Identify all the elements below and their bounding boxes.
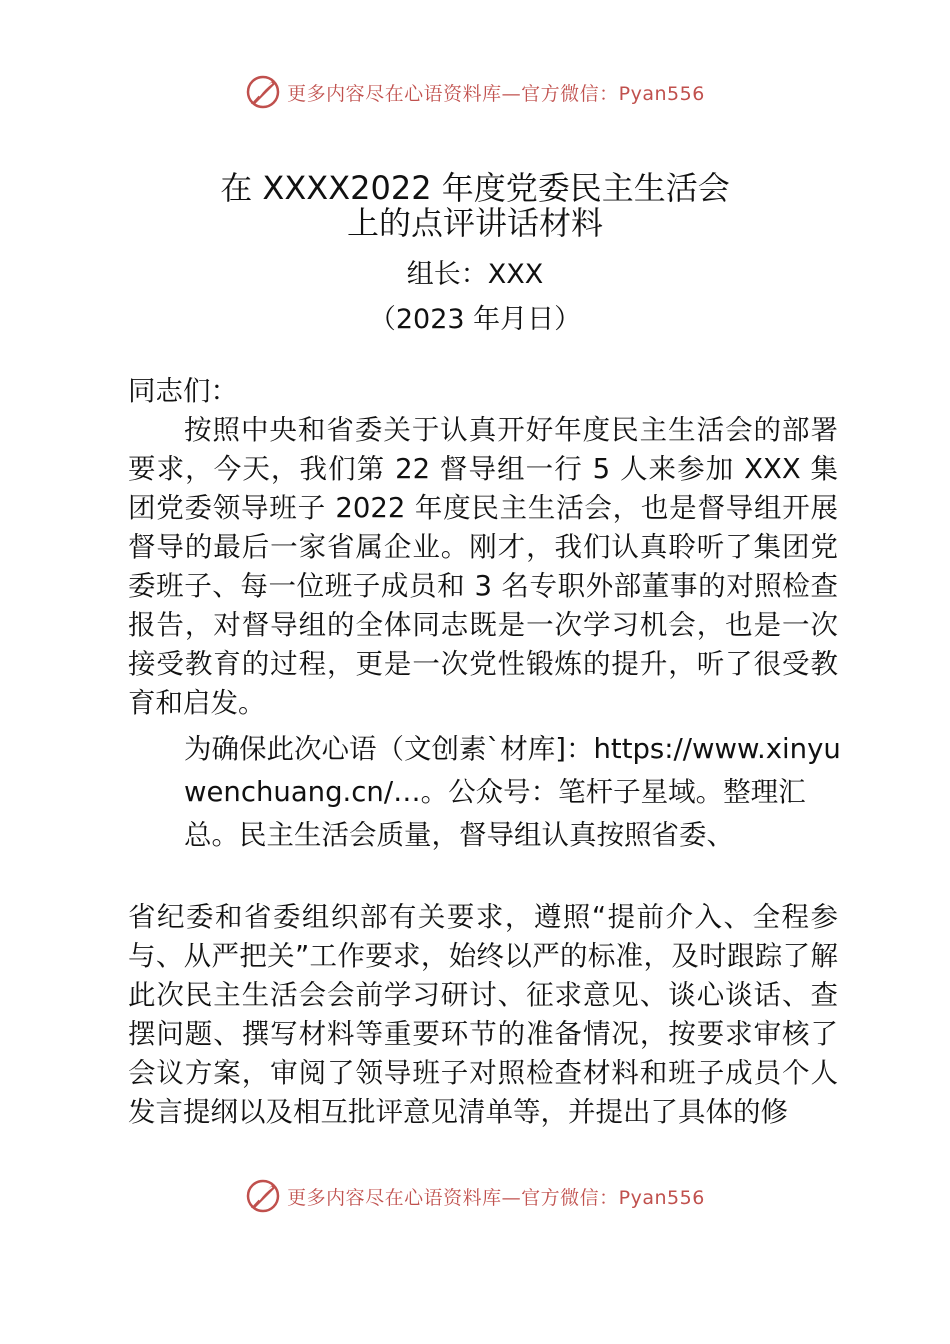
leader-line: 组长：XXX — [406, 259, 544, 290]
wechat-id: Pyan556 — [618, 1186, 705, 1209]
paragraph-2: 为确保此次心语（文创素`材库]：https://www.xinyuwenchuang.cn/…。公众号：笔杆子星域。整理汇总。民主生活会质量，督导组认真按照省委、 — [184, 733, 841, 851]
date-line: （2023 年月日） — [368, 304, 582, 335]
footer-banner-text: 更多内容尽在心语资料库—官方微信：Pyan556 — [287, 1186, 705, 1209]
header-banner[interactable] — [0, 70, 950, 114]
wechat-id: Pyan556 — [618, 82, 705, 105]
footer-banner[interactable] — [0, 1174, 950, 1218]
paragraph-3: 省纪委和省委组织部有关要求，遵照“提前介入、全程参与、从严把关”工作要求，始终以严的标准，及时跟踪了解此次民主生活会会前学习研讨、征求意见、谈心谈话、查摆问题、撰写材料等重要环节的准备情况，按要求审核了会议方案，审阅了领导班子对照检查材料和班子成员个人发言提纲以及相互批评意见清单等，并提出了具体的修 — [128, 901, 838, 1128]
quill-circle-icon — [245, 74, 281, 110]
quill-circle-icon — [245, 1178, 281, 1214]
document-title-line2: 上的点评讲话材料 — [346, 204, 603, 242]
greeting: 同志们： — [128, 375, 238, 407]
header-banner-text: 更多内容尽在心语资料库—官方微信：Pyan556 — [287, 82, 705, 105]
paragraph-1: 按照中央和省委关于认真开好年度民主生活会的部署要求，今天，我们第 22 督导组一行 5 人来参加 XXX 集团党委领导班子 2022 年度民主生活会，也是督导组开展督导的最后一家省属企业。刚才，我们认真聆听了集团党委班子、每一位班子成员和 3 名专职外部董事的对照检查报告，对督导组的全体同志既是一次学习机会，也是一次接受教育的过程，更是一次党性锻炼的提升，听了很受教育和启发。 — [128, 414, 838, 719]
document-title-line1: 在 XXXX2022 年度党委民主生活会 — [220, 169, 730, 207]
